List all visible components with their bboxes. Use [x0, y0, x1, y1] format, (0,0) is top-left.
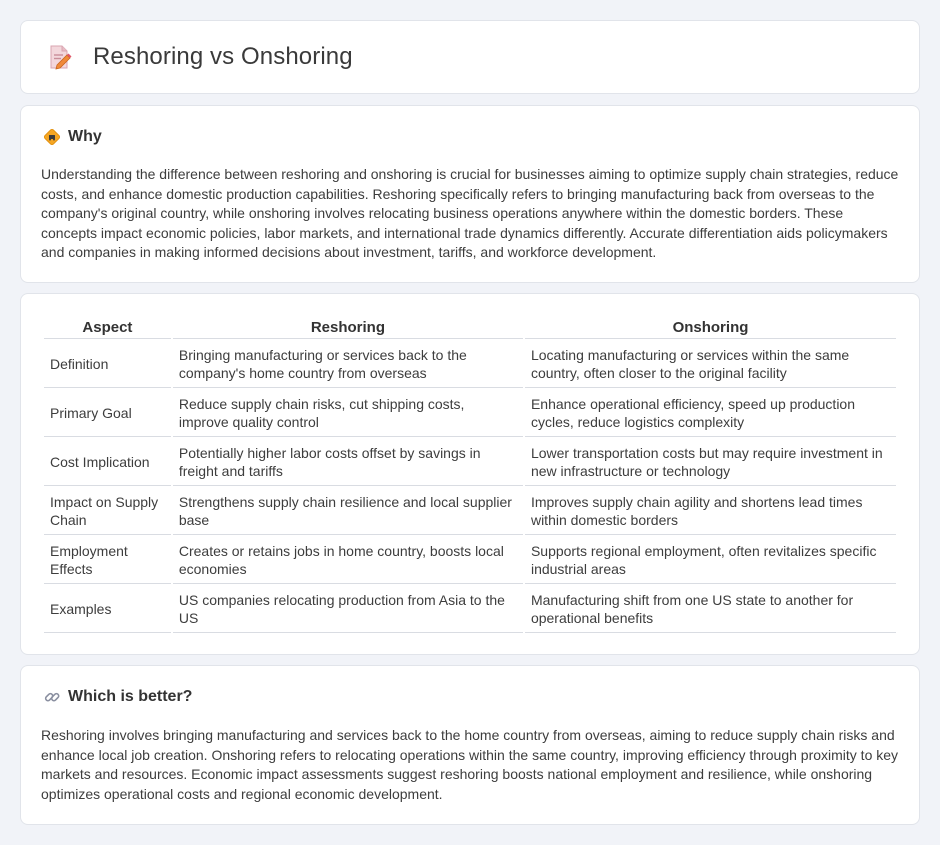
comparison-table [42, 315, 898, 635]
onshoring-cell: Lower transportation costs but may require investment in new infrastructure or technology [525, 439, 896, 486]
header-reshoring: Reshoring [173, 317, 523, 339]
why-heading [43, 128, 102, 146]
onshoring-cell: Enhance operational efficiency, speed up production cycles, reduce logistics complexity [525, 390, 896, 437]
reshoring-cell: Bringing manufacturing or services back to the company's home country from overseas [173, 341, 523, 388]
why-text: Understanding the difference between reshoring and onshoring is crucial for businesses aiming to optimize supply chain strategies, reduce costs, and enhance domestic production capabilities. Reshoring specifically refers to bringing manufacturing back from overseas to the company's original country, while onshoring involves relocating business operations anywhere within the domestic borders. These concepts impact economic policies, labor markets, and international trade dynamics differently. Accurate differentiation aids policymakers and companies in making informed decisions about investment, tariffs, and workforce development. [41, 166, 899, 261]
page-title: Reshoring vs Onshoring [93, 43, 353, 70]
onshoring-cell: Supports regional employment, often revitalizes specific industrial areas [525, 537, 896, 584]
document-pencil-icon [45, 43, 73, 71]
reshoring-cell: US companies relocating production from Asia to the US [173, 586, 523, 633]
reshoring-cell: Creates or retains jobs in home country, boosts local economies [173, 537, 523, 584]
table-header-row [44, 317, 896, 339]
onshoring-cell: Locating manufacturing or services within the same country, often closer to the original facility [525, 341, 896, 388]
table-row [44, 488, 896, 535]
onshoring-cell: Improves supply chain agility and shortens lead times within domestic borders [525, 488, 896, 535]
reshoring-cell: Strengthens supply chain resilience and local supplier base [173, 488, 523, 535]
better-text: Reshoring involves bringing manufacturing and services back to the home country from overseas, aiming to reduce supply chain risks and enhance local job creation. Onshoring refers to relocating operations within the same country, improving efficiency through proximity to key markets and resources. Economic impact assessments suggest reshoring boosts national employment and resilience, while onshoring optimizes operational costs and regional economic development. [41, 727, 899, 802]
title-row [45, 43, 353, 71]
better-title: Which is better? [68, 688, 193, 705]
diamond-warning-icon [43, 128, 61, 146]
header-onshoring: Onshoring [525, 317, 896, 339]
aspect-cell: Employment Effects [44, 537, 171, 584]
reshoring-cell: Reduce supply chain risks, cut shipping costs, improve quality control [173, 390, 523, 437]
aspect-cell: Definition [44, 341, 171, 388]
why-title: Why [68, 128, 102, 145]
aspect-cell: Primary Goal [44, 390, 171, 437]
table-row [44, 537, 896, 584]
why-card [20, 105, 920, 283]
aspect-cell: Examples [44, 586, 171, 633]
better-card [20, 665, 920, 825]
table-row [44, 586, 896, 633]
onshoring-cell: Manufacturing shift from one US state to another for operational benefits [525, 586, 896, 633]
aspect-cell: Impact on Supply Chain [44, 488, 171, 535]
reshoring-cell: Potentially higher labor costs offset by savings in freight and tariffs [173, 439, 523, 486]
header-aspect: Aspect [44, 317, 171, 339]
better-heading [43, 688, 192, 706]
table-row [44, 341, 896, 388]
table-row [44, 439, 896, 486]
table-row [44, 390, 896, 437]
comparison-card [20, 293, 920, 655]
header-card [20, 20, 920, 94]
link-icon [43, 688, 61, 706]
aspect-cell: Cost Implication [44, 439, 171, 486]
